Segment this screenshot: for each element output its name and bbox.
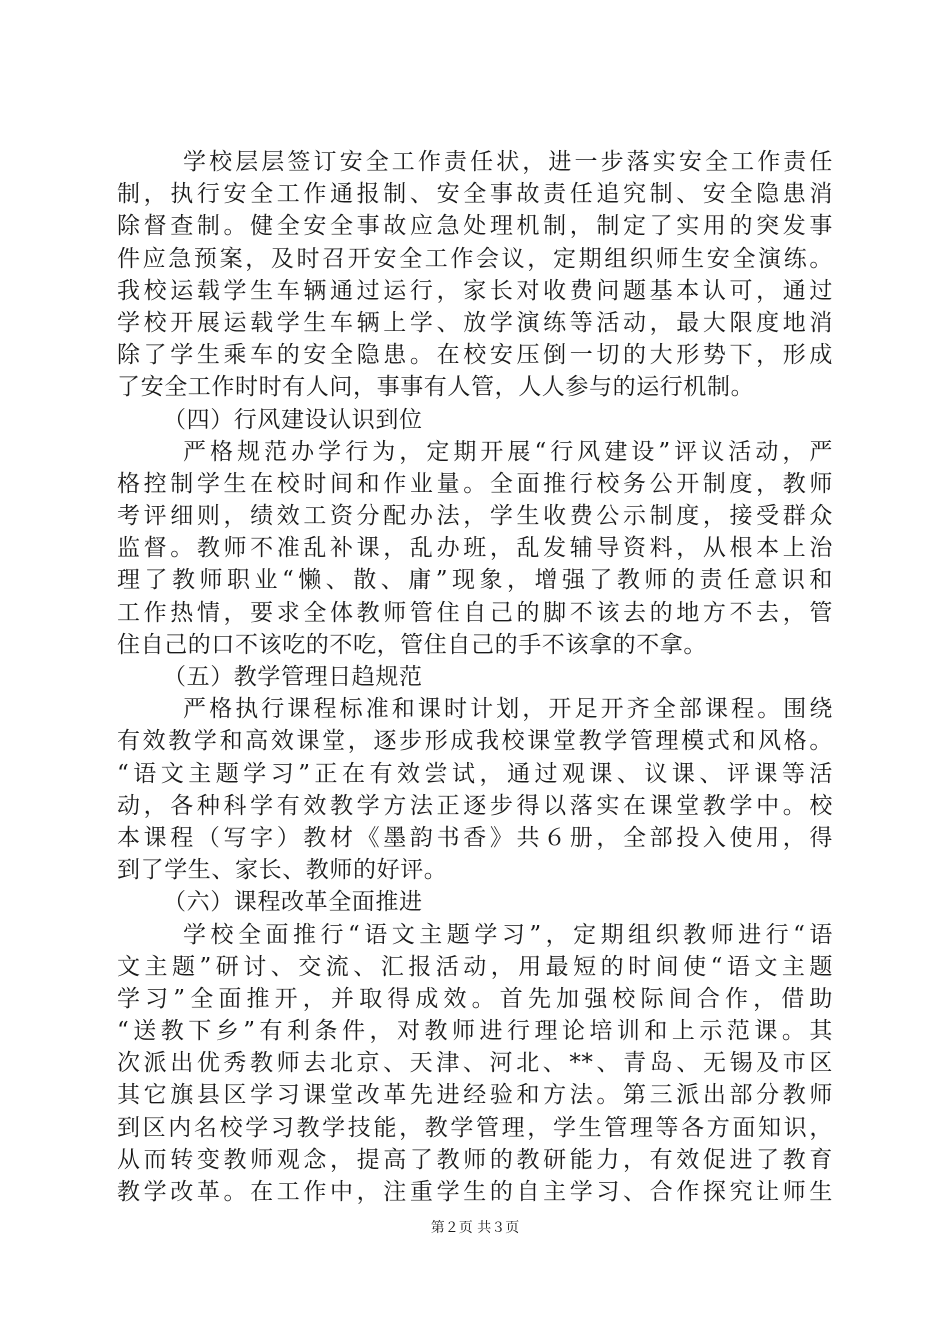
text-line: 件应急预案，及时召开安全工作会议，定期组织师生安全演练。 [117, 245, 833, 272]
text-line: 理了教师职业“懒、散、庸”现象，增强了教师的责任意识和 [117, 567, 833, 594]
text-line: 除督查制。健全安全事故应急处理机制，制定了实用的突发事 [117, 213, 833, 240]
text-line: 考评细则，绩效工资分配办法，学生收费公示制度，接受群众 [117, 503, 833, 530]
section-heading: （六）课程改革全面推进 [163, 889, 423, 916]
text-line: 到区内名校学习教学技能，教学管理，学生管理等各方面知识， [117, 1114, 833, 1141]
document-body [117, 146, 833, 1208]
text-line: 动，各种科学有效教学方法正逐步得以落实在课堂教学中。校 [117, 792, 833, 819]
text-line: “送教下乡”有利条件，对教师进行理论培训和上示范课。其 [117, 1018, 833, 1045]
text-line: 格控制学生在校时间和作业量。全面推行校务公开制度，教师 [117, 470, 833, 497]
text-line: 除了学生乘车的安全隐患。在校安压倒一切的大形势下，形成 [117, 342, 833, 369]
text-line: 从而转变教师观念，提高了教师的教研能力，有效促进了教育 [117, 1146, 833, 1173]
text-line: 了安全工作时时有人问，事事有人管，人人参与的运行机制。 [117, 374, 755, 401]
text-line: 学校全面推行“语文主题学习”，定期组织教师进行“语 [183, 921, 833, 948]
page-footer: 第２页 共３页 [430, 1220, 520, 1236]
text-line: 有效教学和高效课堂，逐步形成我校课堂教学管理模式和风格。 [117, 728, 833, 755]
text-line: 教学改革。在工作中，注重学生的自主学习、合作探究让师生 [117, 1179, 833, 1205]
text-line: “语文主题学习”正在有效尝试，通过观课、议课、评课等活 [117, 760, 833, 787]
text-line: 学校层层签订安全工作责任状，进一步落实安全工作责任 [183, 149, 833, 175]
text-line: 我校运载学生车辆通过运行，家长对收费问题基本认可，通过 [117, 277, 833, 304]
text-line: 到了学生、家长、教师的好评。 [117, 857, 448, 884]
section-heading: （四）行风建设认识到位 [163, 406, 423, 433]
text-line: 学习”全面推开，并取得成效。首先加强校际间合作，借助 [117, 985, 833, 1012]
text-line: 严格执行课程标准和课时计划，开足开齐全部课程。围绕 [183, 696, 833, 723]
text-line: 文主题”研讨、交流、汇报活动，用最短的时间使“语文主题 [117, 953, 833, 980]
text-line: 严格规范办学行为，定期开展“行风建设”评议活动，严 [183, 438, 833, 465]
text-line: 监督。教师不准乱补课，乱办班，乱发辅导资料，从根本上治 [117, 535, 833, 562]
text-line: 工作热情，要求全体教师管住自己的脚不该去的地方不去，管 [117, 599, 833, 626]
text-line: 住自己的口不该吃的不吃，管住自己的手不该拿的不拿。 [117, 631, 707, 658]
section-heading: （五）教学管理日趋规范 [163, 664, 423, 690]
text-line: 本课程（写字）教材《墨韵书香》共６册，全部投入使用，得 [117, 824, 833, 851]
text-line: 次派出优秀教师去北京、天津、河北、**、青岛、无锡及市区 [117, 1050, 833, 1077]
text-line: 其它旗县区学习课堂改革先进经验和方法。第三派出部分教师 [117, 1082, 833, 1109]
text-line: 制，执行安全工作通报制、安全事故责任追究制、安全隐患消 [117, 181, 833, 208]
text-line: 学校开展运载学生车辆上学、放学演练等活动，最大限度地消 [117, 309, 833, 336]
